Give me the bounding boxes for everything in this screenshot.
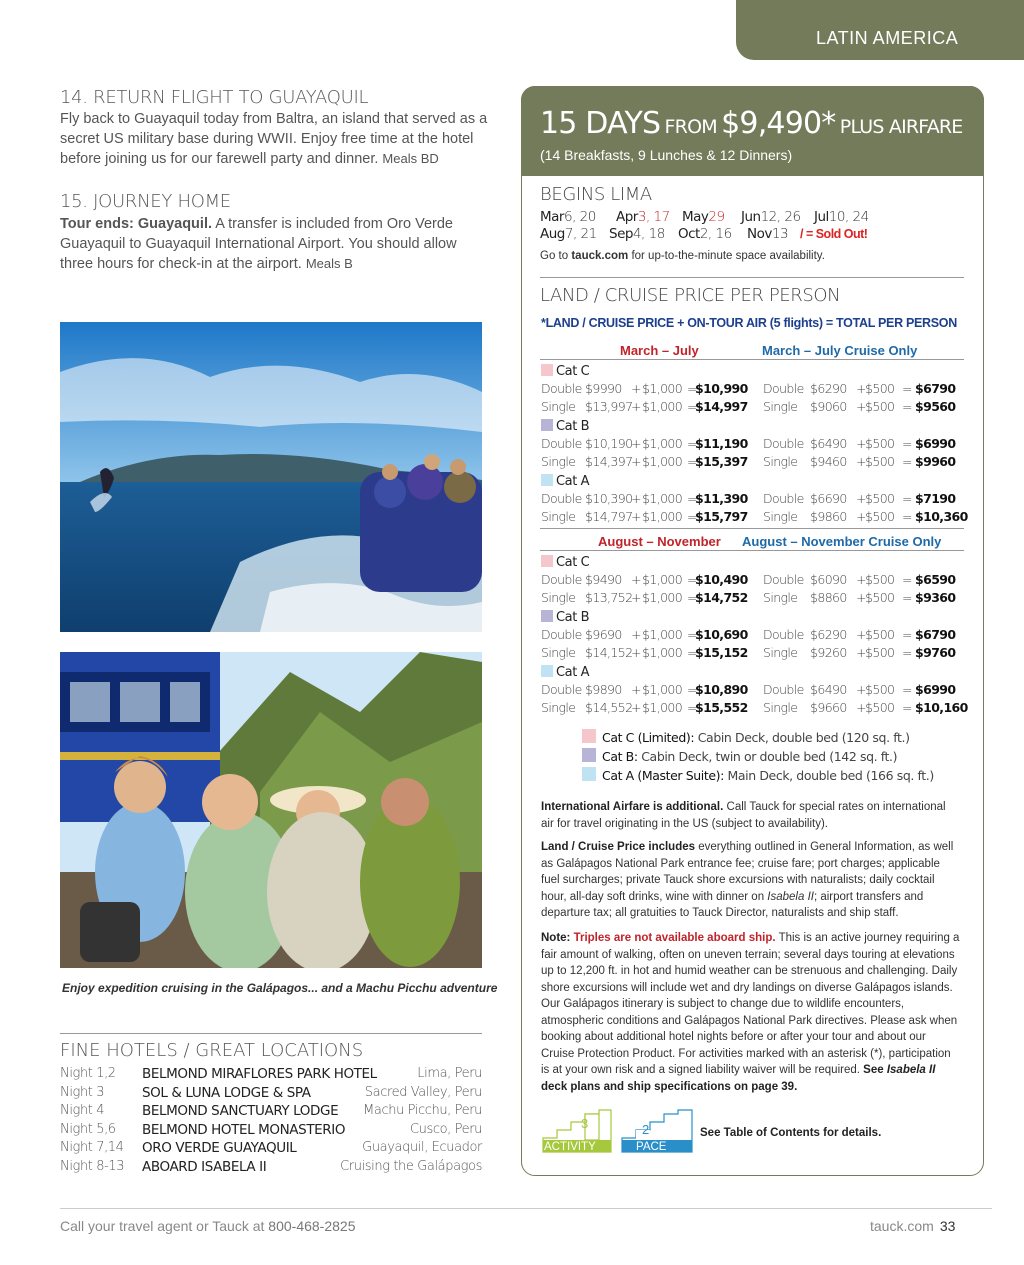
footer-right — [870, 1218, 955, 1234]
machu-picchu-photo — [60, 652, 482, 968]
price-cell: = — [902, 590, 912, 605]
price-cell: $500 — [865, 381, 895, 396]
month-days: 6, 20 — [563, 209, 596, 225]
price-cell: Double — [763, 627, 804, 642]
price-cell: Single — [763, 399, 798, 414]
price-cell: = — [902, 491, 912, 506]
departure-month — [616, 209, 670, 225]
tour-meals: (14 Breakfasts, 9 Lunches & 12 Dinners) — [540, 147, 793, 163]
price-cell: = — [687, 590, 697, 605]
panel-divider — [540, 277, 964, 278]
note-see: See — [863, 1064, 884, 1076]
price-cell: = — [902, 682, 912, 697]
total-price-note: *LAND / CRUISE PRICE + ON-TOUR AIR (5 flights) = TOTAL PER PERSON — [541, 316, 957, 330]
price-cell: $500 — [865, 645, 895, 660]
price-cell: + — [856, 700, 866, 715]
price-cell: = — [902, 645, 912, 660]
departure-month — [609, 226, 665, 242]
price-cell: $11,190 — [695, 436, 748, 451]
month-days: 12, 26 — [760, 209, 801, 225]
includes-text-2: ; airport transfers and departure tax; all gratuities to Tauck Director, naturalists and ship staff. — [541, 890, 924, 919]
page-number: 33 — [939, 1218, 956, 1234]
hotel-location: Guayaquil, Ecuador — [362, 1140, 482, 1155]
airfare-text: Call Tauck for special rates on international air for travel originating in the US (subject to availability). — [541, 801, 946, 830]
month-name: Jun — [741, 209, 761, 225]
month-days: 13 — [771, 226, 789, 242]
legend-row — [582, 729, 910, 745]
departure-month — [540, 209, 596, 225]
note-lead: Note: — [541, 932, 571, 944]
price-cell: $500 — [865, 572, 895, 587]
price-cell: + — [631, 436, 641, 451]
begins-title: BEGINS LIMA — [540, 184, 652, 205]
legend-row — [582, 748, 897, 764]
month-name: Sep — [609, 226, 633, 242]
hotel-night: Night 5,6 — [60, 1121, 116, 1137]
price-cell: $14,152 — [585, 645, 633, 660]
price-cell: = — [902, 700, 912, 715]
note-text: This is an active journey requiring a fair amount of walking, often on uneven terrain; several days touring at elevations up to 12,200 ft. in hot and humid weather can be strenuous and challenging. Daily shore excursions will include wet and dry landings on diverse Galápagos islands. Our Galápagos itinerary is subject to change due to wildlife encounters, atmospheric conditions and Galápagos National Park directives. Please ask when booking about additional hotel nights before or after your tour and about our Cruise Protection Product. For activities marked with an asterisk (*), participation is at your own risk and a signed liability waiver will be required. — [541, 932, 960, 1076]
hotel-name: BELMOND MIRAFLORES PARK HOTEL — [142, 1066, 377, 1082]
price-cell: Single — [541, 454, 576, 469]
price-cell: + — [631, 700, 641, 715]
price-cell: = — [687, 491, 697, 506]
price-cell: $6090 — [810, 572, 847, 587]
month-name: Apr — [616, 209, 638, 225]
price-cell: $6290 — [810, 381, 847, 396]
hotel-location: Sacred Valley, Peru — [364, 1084, 482, 1100]
month-days: 4, 18 — [632, 226, 665, 242]
hotel-row — [60, 1103, 482, 1121]
day-14-title: 14. RETURN FLIGHT TO GUAYAQUIL — [60, 87, 369, 108]
price-cell: + — [631, 509, 641, 524]
departure-month — [741, 209, 801, 225]
day-14-text — [60, 109, 490, 169]
category-name: Cat B — [556, 419, 590, 434]
availability-note — [540, 250, 825, 262]
photo-caption: Enjoy expedition cruising in the Galápagos... and a Machu Picchu adventure — [62, 981, 498, 995]
category-label — [541, 665, 589, 680]
legend-label: Cat A (Master Suite): — [602, 768, 724, 783]
includes-ship: Isabela II — [767, 890, 814, 903]
category-swatch — [541, 555, 553, 567]
price-cell: Single — [541, 509, 576, 524]
price-cell: $1,000 — [642, 381, 683, 396]
price-cell: $6590 — [915, 572, 956, 587]
price-cell: $10,390 — [585, 491, 633, 506]
price-cell: + — [856, 381, 866, 396]
hotel-row — [60, 1140, 482, 1158]
legend-label: Cat B: — [602, 749, 638, 764]
tour-from: FROM — [664, 116, 717, 138]
legend-label: Cat C (Limited): — [602, 730, 695, 745]
month-name: Aug — [540, 226, 565, 242]
price-cell: + — [631, 454, 641, 469]
price-cell: $1,000 — [642, 491, 683, 506]
activity-label: ACTIVITY — [544, 1141, 596, 1153]
day-15-text — [60, 214, 490, 274]
footer-phone[interactable]: 800-468-2825 — [268, 1218, 356, 1234]
tour-days: 15 DAYS — [540, 106, 661, 141]
price-cell: $14,797 — [585, 509, 633, 524]
galapagos-photo — [60, 322, 482, 632]
price-cell: = — [902, 399, 912, 414]
price-cell: $10,990 — [695, 381, 748, 396]
month-name: Mar — [540, 209, 564, 225]
hotel-row — [60, 1159, 482, 1177]
category-label — [541, 419, 589, 434]
col-head-aug-nov-cruise: August – November Cruise Only — [742, 534, 942, 549]
hotel-row — [60, 1066, 482, 1084]
region-tab — [736, 0, 1024, 60]
hotel-night: Night 8-13 — [60, 1158, 125, 1174]
price-cell: $6290 — [810, 627, 847, 642]
activity-badge — [541, 1108, 613, 1154]
price-cell: Single — [763, 454, 798, 469]
price-cell: $14,552 — [585, 700, 633, 715]
category-swatch — [541, 364, 553, 376]
price-cell: Single — [541, 700, 576, 715]
price-cell: = — [687, 454, 697, 469]
hotel-night: Night 1,2 — [60, 1066, 116, 1081]
month-name: May — [682, 209, 709, 225]
price-cell: $15,797 — [695, 509, 748, 524]
price-cell: $15,552 — [695, 700, 748, 715]
footer-divider — [60, 1208, 992, 1209]
footer-call-text: Call your travel agent or Tauck at — [60, 1218, 265, 1234]
price-cell: = — [902, 572, 912, 587]
category-swatch — [541, 419, 553, 431]
price-cell: $9360 — [915, 590, 956, 605]
hotel-night: Night 7,14 — [60, 1140, 124, 1155]
departure-month — [747, 226, 788, 242]
hotel-location: Cusco, Peru — [409, 1121, 482, 1137]
category-swatch — [541, 610, 553, 622]
sold-out-key: / = Sold Out! — [800, 227, 868, 241]
price-cell: $1,000 — [642, 572, 683, 587]
price-cell: $500 — [865, 627, 895, 642]
price-cell: $10,690 — [695, 627, 748, 642]
category-label — [541, 555, 589, 570]
price-cell: $9060 — [810, 399, 847, 414]
category-name: Cat A — [556, 665, 590, 680]
availability-pre: Go to — [540, 250, 569, 262]
price-cell: $9660 — [810, 700, 847, 715]
price-cell: $15,397 — [695, 454, 748, 469]
price-cell: $8860 — [810, 590, 847, 605]
month-days: 10, 24 — [828, 209, 869, 225]
category-label — [541, 474, 589, 489]
legend-swatch — [582, 729, 596, 743]
pace-badge — [620, 1108, 694, 1154]
price-cell: Double — [763, 436, 804, 451]
price-cell: $6690 — [810, 491, 847, 506]
price-cell: Double — [763, 381, 804, 396]
price-cell: $9960 — [915, 454, 956, 469]
price-cell: + — [856, 590, 866, 605]
price-cell: $1,000 — [642, 454, 683, 469]
price-cell: $7190 — [915, 491, 956, 506]
price-cell: Double — [541, 682, 582, 697]
price-cell: = — [902, 509, 912, 524]
col-head-march-july-cruise: March – July Cruise Only — [762, 343, 918, 358]
price-cell: = — [687, 700, 697, 715]
price-cell: $500 — [865, 436, 895, 451]
departure-month — [540, 226, 597, 242]
price-cell: Double — [763, 491, 804, 506]
price-cell: + — [631, 682, 641, 697]
price-cell: + — [856, 491, 866, 506]
price-cell: $9560 — [915, 399, 956, 414]
price-cell: $11,390 — [695, 491, 748, 506]
category-label — [541, 364, 589, 379]
price-cell: $6490 — [810, 682, 847, 697]
price-cell: + — [856, 509, 866, 524]
price-cell: $1,000 — [642, 700, 683, 715]
price-cell: Double — [763, 682, 804, 697]
hotel-name: ORO VERDE GUAYAQUIL — [142, 1140, 297, 1156]
price-cell: Single — [763, 509, 798, 524]
price-cell: $10,890 — [695, 682, 748, 697]
price-cell: + — [631, 572, 641, 587]
price-cell: $9760 — [915, 645, 956, 660]
legend-desc: Cabin Deck, double bed (120 sq. ft.) — [697, 730, 910, 745]
month-days: 2, 16 — [699, 226, 732, 242]
tour-plus-airfare: PLUS AIRFARE — [839, 116, 963, 138]
price-cell: $10,490 — [695, 572, 748, 587]
includes-text-1: everything outlined in General Information, as well as Galápagos National Park entrance fee; cruise fare; port charges; applicable fuel surcharges; private Tauck shore excursions with naturalists; daily cocktail hour, all-day soft drinks, wine with dinner on — [541, 841, 954, 903]
hotel-row — [60, 1122, 482, 1140]
day-15-title: 15. JOURNEY HOME — [60, 191, 231, 212]
legend-desc: Cabin Deck, twin or double bed (142 sq. ft.) — [641, 749, 898, 764]
price-cell: $10,160 — [915, 700, 968, 715]
price-cell: = — [687, 399, 697, 414]
month-name: Nov — [747, 226, 772, 242]
price-cell: Single — [763, 590, 798, 605]
day-14-body: Fly back to Guayaquil today from Baltra, an island that served as a secret US military base during WWII. Enjoy free time at the hotel before joining us for our farewell party and dinner. — [60, 111, 488, 167]
price-cell: $9490 — [585, 572, 622, 587]
price-cell: + — [856, 627, 866, 642]
price-cell: + — [631, 491, 641, 506]
col-head-march-july: March – July — [620, 343, 699, 358]
day-14-meals: Meals BD — [382, 151, 439, 166]
category-name: Cat A — [556, 474, 590, 489]
departure-month — [814, 209, 869, 225]
includes-lead: Land / Cruise Price includes — [541, 841, 696, 853]
price-cell: + — [856, 645, 866, 660]
month-days: 7, 21 — [564, 226, 597, 242]
price-cell: $9990 — [585, 381, 622, 396]
price-cell: $500 — [865, 700, 895, 715]
price-cell: Double — [763, 572, 804, 587]
price-cell: $1,000 — [642, 627, 683, 642]
day-15-body: A transfer is included from Oro Verde Guayaquil to Guayaquil International Airport. You should allow three hours for check-in at the airport. — [60, 216, 457, 272]
price-cell: $14,397 — [585, 454, 633, 469]
price-cell: = — [687, 645, 697, 660]
price-cell: $1,000 — [642, 436, 683, 451]
price-cell: $13,997 — [585, 399, 633, 414]
col-head-aug-nov: August – November — [598, 534, 721, 549]
legend-row — [582, 767, 934, 783]
price-cell: $1,000 — [642, 590, 683, 605]
price-cell: $1,000 — [642, 509, 683, 524]
tour-price: $9,490* — [721, 106, 836, 141]
price-cell: Single — [763, 645, 798, 660]
price-cell: = — [687, 572, 697, 587]
price-cell: + — [631, 627, 641, 642]
price-cell: = — [902, 454, 912, 469]
price-cell: $14,752 — [695, 590, 748, 605]
departure-month — [682, 209, 725, 225]
price-cell: + — [631, 381, 641, 396]
hotels-divider — [60, 1033, 482, 1034]
month-name: Oct — [678, 226, 700, 242]
price-cell: $500 — [865, 491, 895, 506]
price-cell: $6990 — [915, 682, 956, 697]
price-cell: Double — [541, 381, 582, 396]
availability-link[interactable]: tauck.com — [571, 250, 629, 262]
price-head-rule-1 — [540, 359, 964, 360]
price-cell: $6990 — [915, 436, 956, 451]
activity-number: 3 — [581, 1116, 589, 1131]
region-label: LATIN AMERICA — [816, 28, 959, 48]
includes-paragraph — [541, 839, 961, 922]
price-cell: $6790 — [915, 627, 956, 642]
price-cell: $9860 — [810, 509, 847, 524]
price-cell: $6790 — [915, 381, 956, 396]
price-cell: = — [687, 509, 697, 524]
category-swatch — [541, 665, 553, 677]
availability-post: for up-to-the-minute space availability. — [631, 250, 825, 262]
price-cell: $9260 — [810, 645, 847, 660]
hotel-name: ABOARD ISABELA II — [142, 1158, 267, 1175]
note-red: Triples are not available aboard ship. — [573, 932, 776, 944]
price-cell: $500 — [865, 399, 895, 414]
price-cell: $13,752 — [585, 590, 633, 605]
legend-desc: Main Deck, double bed (166 sq. ft.) — [727, 768, 934, 783]
price-cell: $500 — [865, 682, 895, 697]
price-cell: Single — [541, 399, 576, 414]
footer-call — [60, 1218, 355, 1234]
price-cell: $1,000 — [642, 682, 683, 697]
legend-swatch — [582, 767, 596, 781]
price-cell: $9460 — [810, 454, 847, 469]
price-cell: Double — [541, 572, 582, 587]
tour-headline — [540, 106, 963, 141]
price-cell: $6490 — [810, 436, 847, 451]
category-swatch — [541, 474, 553, 486]
price-cell: = — [902, 381, 912, 396]
price-head-rule-2a — [540, 528, 964, 529]
footer-site[interactable]: tauck.com — [870, 1218, 934, 1234]
price-cell: + — [856, 572, 866, 587]
price-cell: = — [687, 381, 697, 396]
month-name: Jul — [814, 209, 829, 225]
price-cell: $10,360 — [915, 509, 968, 524]
price-cell: = — [902, 436, 912, 451]
airfare-paragraph — [541, 799, 961, 832]
month-days: 29 — [708, 209, 725, 225]
price-cell: + — [856, 682, 866, 697]
price-cell: Double — [541, 436, 582, 451]
price-cell: + — [856, 399, 866, 414]
price-cell: Double — [541, 627, 582, 642]
price-cell: + — [631, 645, 641, 660]
hotel-location: Cruising the Galápagos — [340, 1158, 482, 1174]
price-cell: Double — [541, 491, 582, 506]
pace-number: 2 — [642, 1122, 650, 1137]
day-15-meals: Meals B — [305, 256, 353, 271]
price-cell: Single — [541, 590, 576, 605]
note-paragraph — [541, 930, 961, 1095]
hotels-title: FINE HOTELS / GREAT LOCATIONS — [60, 1040, 364, 1061]
price-cell: = — [687, 436, 697, 451]
price-cell: $500 — [865, 454, 895, 469]
price-cell: $500 — [865, 509, 895, 524]
price-cell: = — [902, 627, 912, 642]
toc-note: See Table of Contents for details. — [700, 1127, 882, 1139]
category-label — [541, 610, 589, 625]
price-head-rule-2 — [540, 550, 964, 551]
hotel-row — [60, 1085, 482, 1103]
hotel-name: BELMOND SANCTUARY LODGE — [142, 1103, 339, 1119]
hotel-location: Machu Picchu, Peru — [363, 1103, 482, 1118]
price-cell: $14,997 — [695, 399, 748, 414]
note-ship: Isabela II — [886, 1064, 936, 1076]
price-cell: $10,190 — [585, 436, 633, 451]
price-cell: $9890 — [585, 682, 622, 697]
price-cell: $500 — [865, 590, 895, 605]
price-cell: $9690 — [585, 627, 622, 642]
hotel-name: BELMOND HOTEL MONASTERIO — [142, 1121, 346, 1138]
note-end: deck plans and ship specifications on page 39. — [541, 1080, 798, 1093]
price-cell: $1,000 — [642, 399, 683, 414]
month-days: 3, 17 — [637, 209, 670, 225]
price-cell: = — [687, 627, 697, 642]
departure-month — [678, 226, 732, 242]
price-cell: $15,152 — [695, 645, 748, 660]
price-cell: Single — [763, 700, 798, 715]
price-title: LAND / CRUISE PRICE PER PERSON — [540, 285, 841, 306]
hotel-name: SOL & LUNA LODGE & SPA — [142, 1084, 311, 1101]
price-cell: Single — [541, 645, 576, 660]
airfare-lead: International Airfare is additional. — [541, 801, 724, 813]
price-cell: + — [856, 436, 866, 451]
hotel-night: Night 3 — [60, 1084, 105, 1100]
price-cell: $1,000 — [642, 645, 683, 660]
day-15-lead: Tour ends: Guayaquil. — [60, 216, 212, 232]
price-cell: + — [631, 399, 641, 414]
hotel-location: Lima, Peru — [417, 1066, 482, 1081]
price-cell: = — [687, 682, 697, 697]
category-name: Cat C — [556, 555, 590, 570]
price-cell: + — [631, 590, 641, 605]
category-name: Cat C — [556, 364, 590, 379]
legend-swatch — [582, 748, 596, 762]
pace-label: PACE — [636, 1141, 667, 1153]
hotel-night: Night 4 — [60, 1103, 105, 1118]
price-cell: + — [856, 454, 866, 469]
category-name: Cat B — [556, 610, 590, 625]
